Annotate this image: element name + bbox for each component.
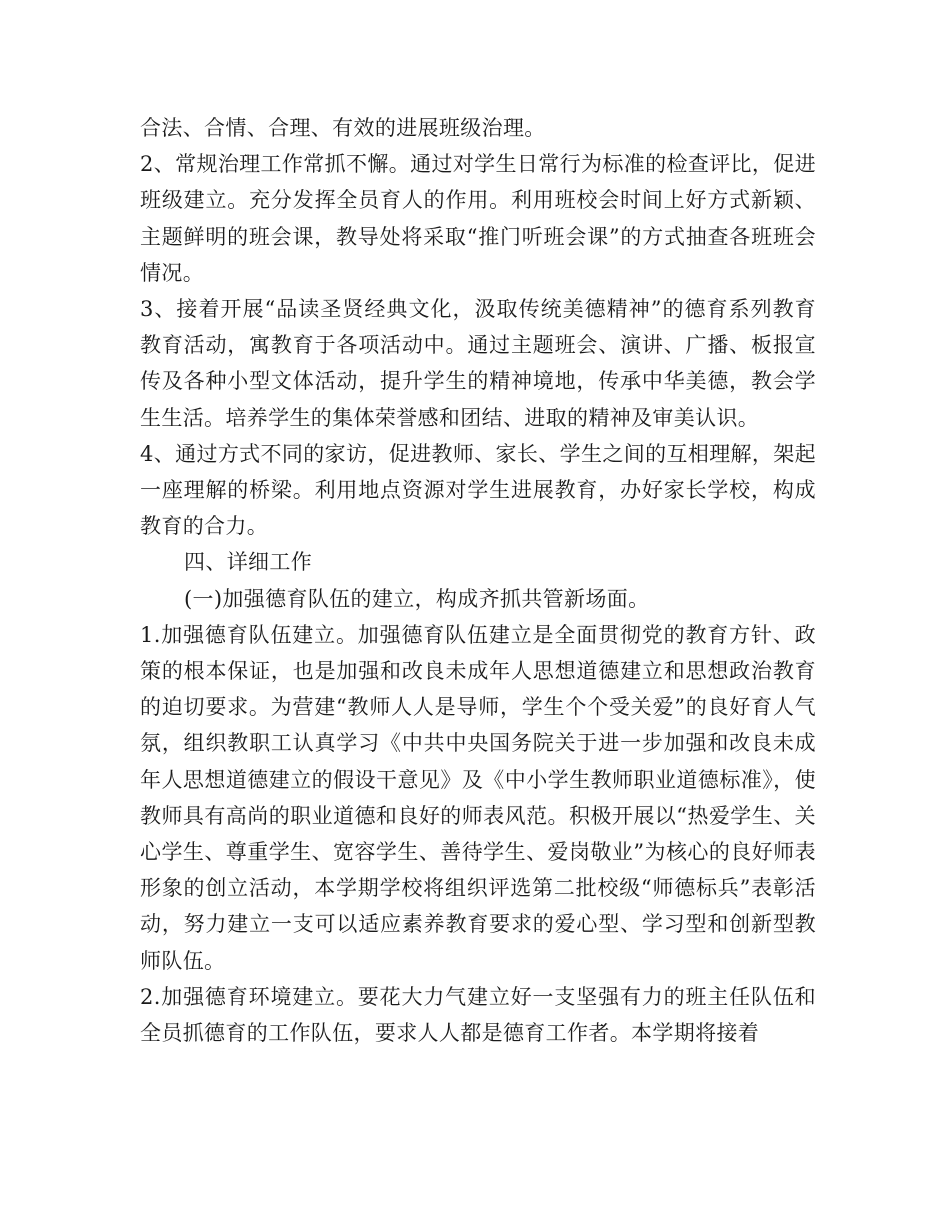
paragraph-item-2: 2、常规治理工作常抓不懈。通过对学生日常行为标准的检查评比，促进班级建立。充分发挥全员育人的作用。利用班校会时间上好方式新颖、主题鲜明的班会课，教导处将采取“推门听班会课”的方式抽查各班班会情况。	[140, 152, 816, 285]
paragraph-point-1: 1.加强德育队伍建立。加强德育队伍建立是全面贯彻党的教育方针、政策的根本保证，也是加强和改良未成年人思想道德建立和思想政治教育的迫切要求。为营建“教师人人是导师，学生个个受关爱”的良好育人气氛，组织教职工认真学习《中共中央国务院关于进一步加强和改良未成年人思想道德建立的假设干意见》及《中小学生教师职业道德标准》，使教师具有高尚的职业道德和良好的师表风范。积极开展以“热爱学生、关心学生、尊重学生、宽容学生、善待学生、爱岗敬业”为核心的良好师表形象的创立活动，本学期学校将组织评选第二批校级“师德标兵”表彰活动，努力建立一支可以适应素养教育要求的爱心型、学习型和创新型教师队伍。	[140, 622, 816, 973]
paragraph-item-4: 4、通过方式不同的家访，促进教师、家长、学生之间的互相理解，架起一座理解的桥梁。利用地点资源对学生进展教育，办好家长学校，构成教育的合力。	[140, 441, 816, 539]
paragraph-continuation: 合法、合情、合理、有效的进展班级治理。	[140, 116, 546, 140]
paragraph-item-3: 3、接着开展“品读圣贤经典文化，汲取传统美德精神”的德育系列教育教育活动，寓教育于各项活动中。通过主题班会、演讲、广播、板报宣传及各种小型文体活动，提升学生的精神境地，传承中华美德，教会学生生活。培养学生的集体荣誉感和团结、进取的精神及审美认识。	[140, 297, 816, 430]
subsection-heading: (一)加强德育队伍的建立，构成齐抓共管新场面。	[184, 586, 650, 611]
paragraph-point-2: 2.加强德育环境建立。要花大力气建立好一支坚强有力的班主任队伍和全员抓德育的工作队伍，要求人人都是德育工作者。本学期将接着	[140, 984, 816, 1046]
document-body	[140, 110, 816, 1051]
section-heading: 四、详细工作	[184, 550, 313, 575]
